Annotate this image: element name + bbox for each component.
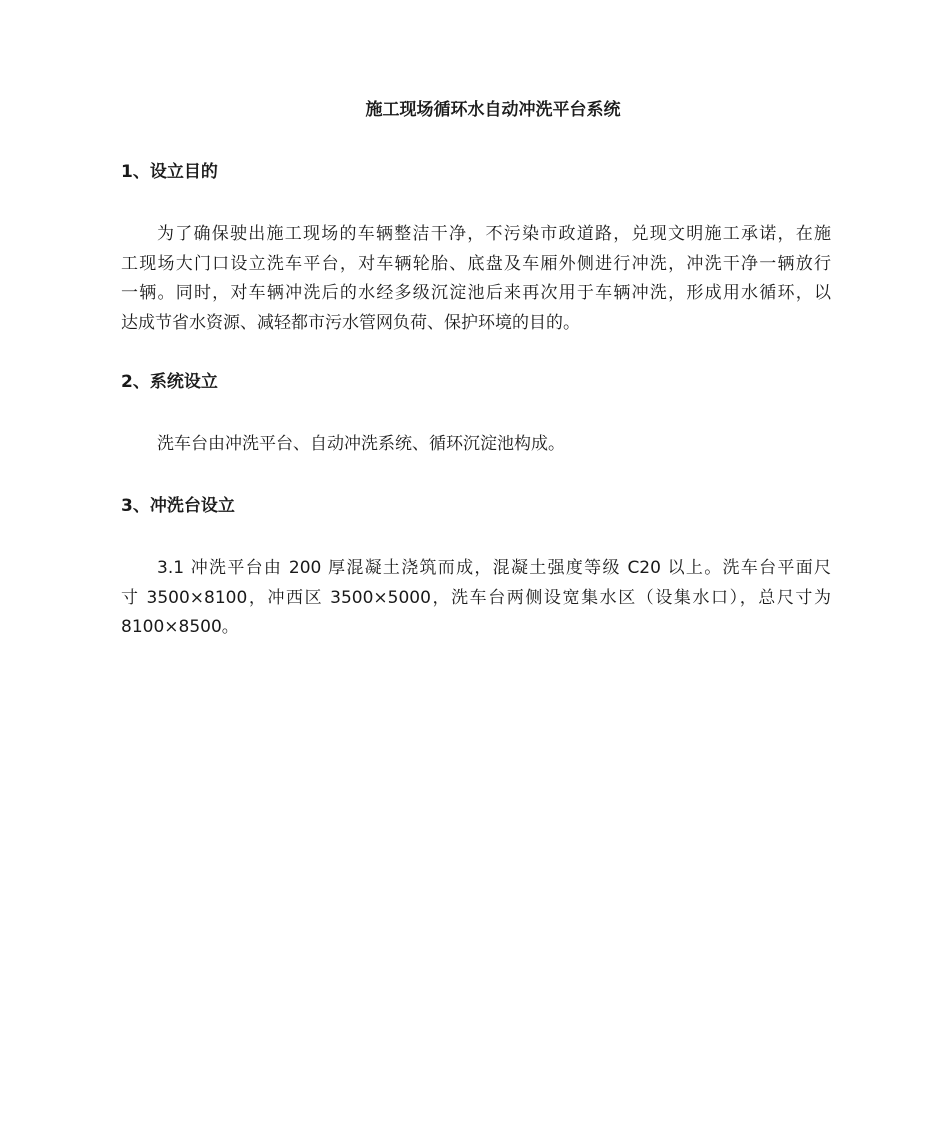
document-title: 施工现场循环水自动冲洗平台系统: [365, 100, 621, 120]
paragraph-line: 洗车台由冲洗平台、自动冲洗系统、循环沉淀池构成。: [157, 434, 565, 454]
section-3-heading: 3、冲洗台设立: [121, 496, 235, 516]
section-1-paragraph: [121, 220, 831, 338]
paragraph-line: 为了确保驶出施工现场的车辆整洁干净，不污染市政道路，兑现文明施工承诺，在施: [157, 224, 831, 244]
section-2-paragraph: [121, 430, 831, 460]
paragraph-line: 达成节省水资源、减轻都市污水管网负荷、保护环境的目的。: [121, 312, 580, 333]
paragraph-line: 寸 3500×8100，冲西区 3500×5000，洗车台两侧设宽集水区（设集水口），总尺寸为: [121, 587, 831, 608]
section-1-heading: 1、设立目的: [121, 162, 218, 182]
paragraph-line: 3.1 冲洗平台由 200 厚混凝土浇筑而成，混凝土强度等级 C20 以上。洗车台平面尺: [157, 558, 831, 578]
section-3-paragraph: [121, 554, 831, 643]
paragraph-line: 一辆。同时，对车辆冲洗后的水经多级沉淀池后来再次用于车辆冲洗，形成用水循环，以: [121, 283, 831, 303]
section-2-heading: 2、系统设立: [121, 372, 218, 392]
paragraph-line: 8100×8500。: [121, 617, 239, 637]
paragraph-line: 工现场大门口设立洗车平台，对车辆轮胎、底盘及车厢外侧进行冲洗，冲洗干净一辆放行: [121, 253, 831, 274]
